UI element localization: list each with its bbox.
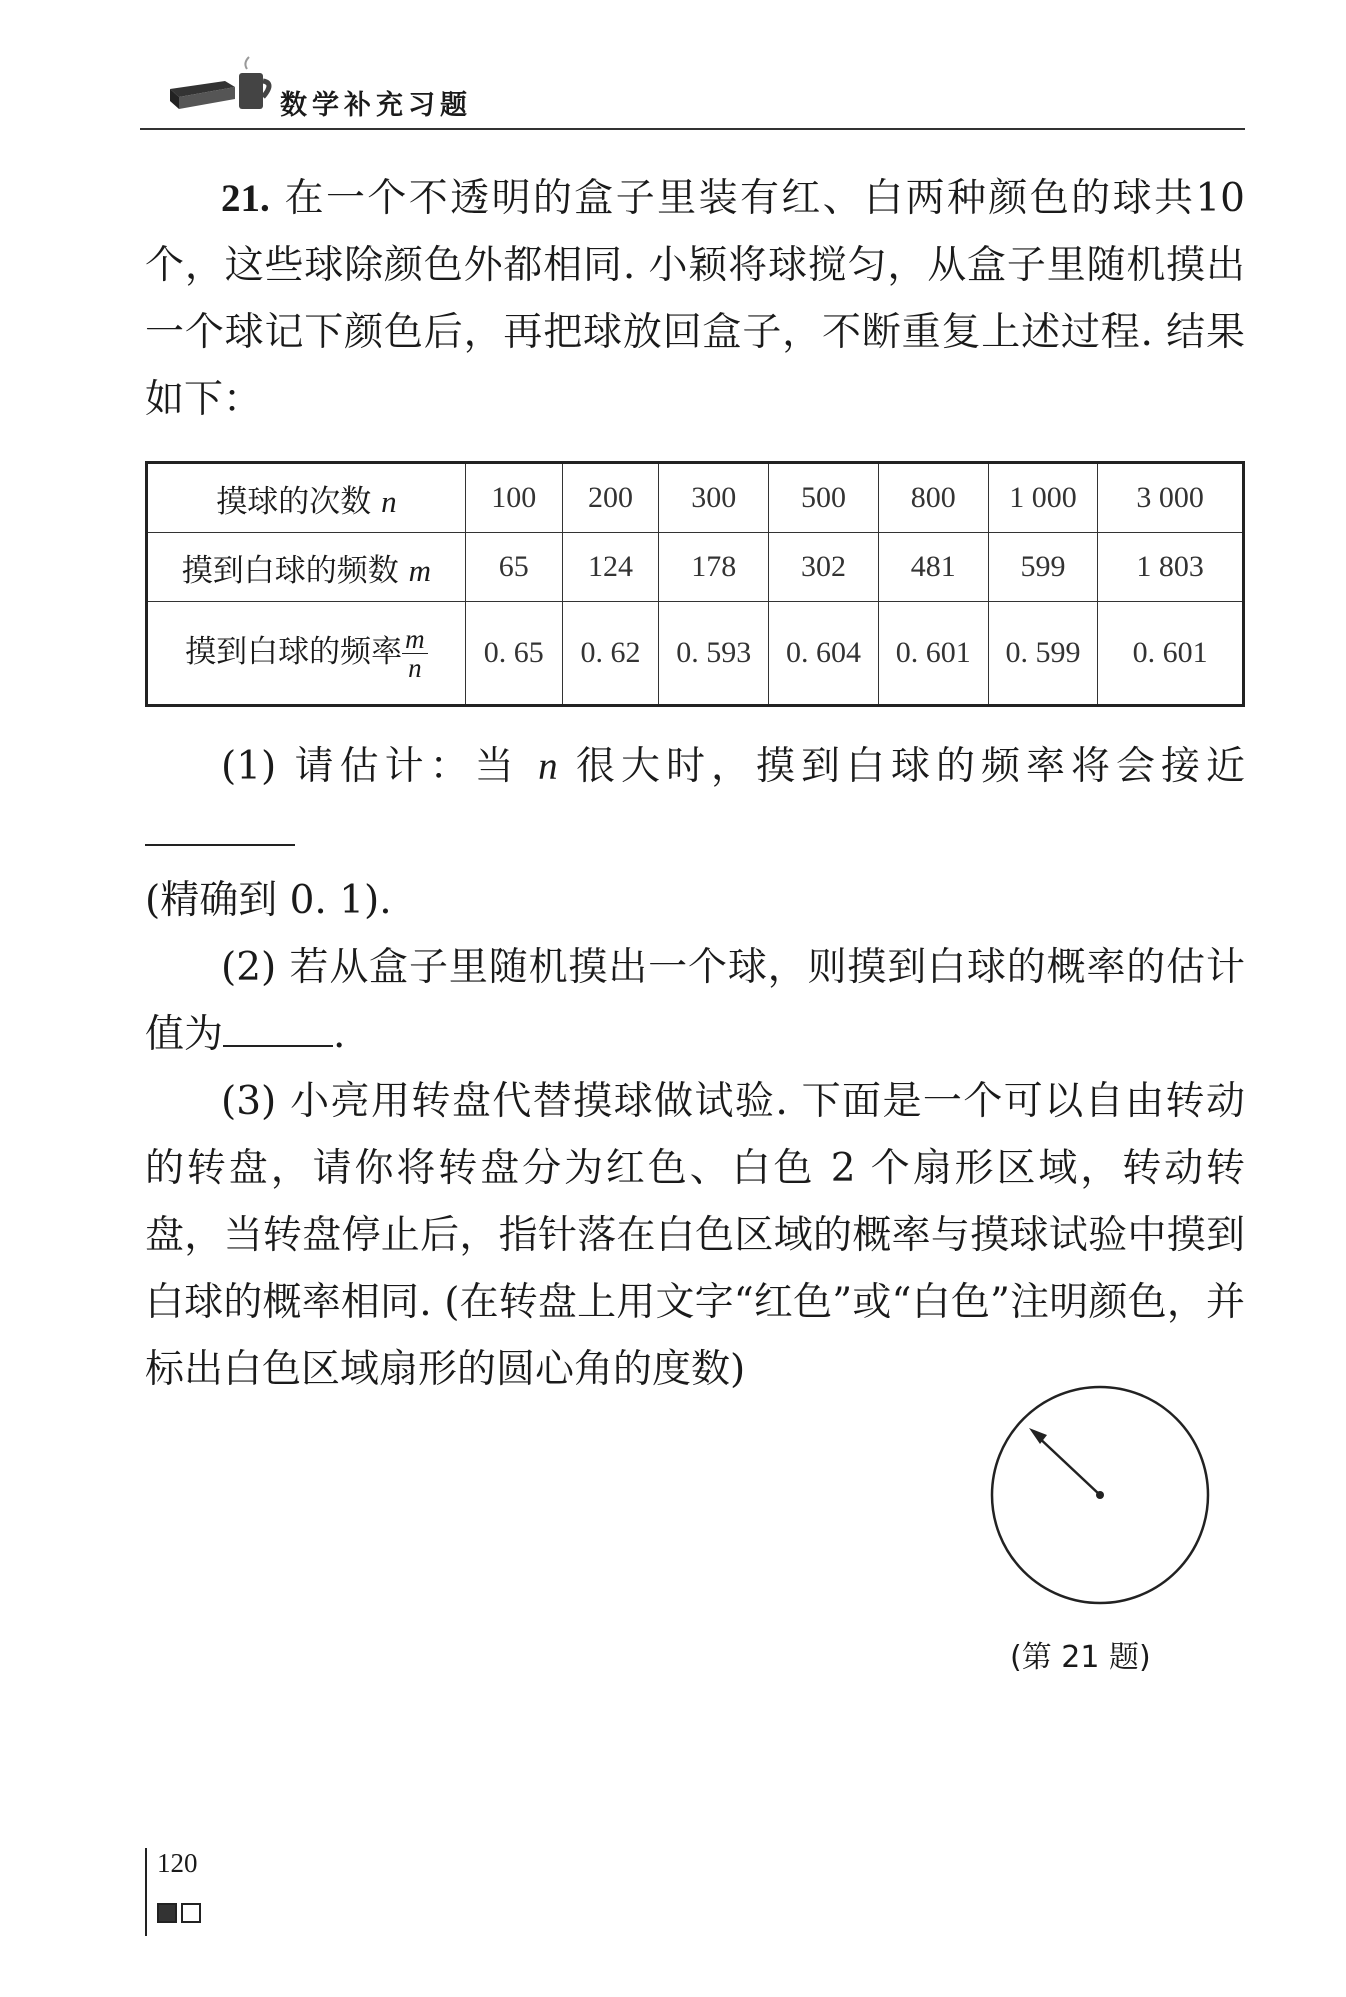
table-cell: 1 000 <box>988 463 1098 533</box>
spinner-pointer <box>1035 1434 1100 1495</box>
table-cell: 124 <box>562 533 659 602</box>
page-header <box>140 55 1245 130</box>
row-header-trials: 摸球的次数 n <box>147 463 466 533</box>
answer-blank-2[interactable] <box>223 1015 333 1047</box>
table-cell: 500 <box>769 463 879 533</box>
spinner-center <box>1096 1491 1104 1499</box>
filled-square-icon <box>157 1903 177 1923</box>
table-cell: 300 <box>659 463 769 533</box>
table-cell: 65 <box>465 533 562 602</box>
results-table <box>145 461 1245 707</box>
table-cell: 0. 604 <box>769 602 879 706</box>
table-cell: 800 <box>878 463 988 533</box>
table-row-rate <box>147 602 1244 706</box>
table-cell: 3 000 <box>1098 463 1244 533</box>
table-row-frequency <box>147 533 1244 602</box>
answer-blank-1[interactable] <box>145 814 295 846</box>
question-number: 21. <box>221 177 270 220</box>
spinner-figure <box>985 1380 1215 1610</box>
table-cell: 0. 593 <box>659 602 769 706</box>
header-rule <box>140 128 1245 130</box>
table-cell: 200 <box>562 463 659 533</box>
table-cell: 0. 599 <box>988 602 1098 706</box>
row-header-frequency: 摸到白球的频数 m <box>147 533 466 602</box>
table-cell: 481 <box>878 533 988 602</box>
table-cell: 178 <box>659 533 769 602</box>
row-header-rate: 摸到白球的频率 $\frac{m}{n}$ <box>147 602 466 706</box>
figure-caption: (第 21 题) <box>1010 1640 1151 1675</box>
question-21 <box>145 165 1245 1403</box>
part-1: (1) 请估计：当 n 很大时，摸到白球的频率将会接近 <box>145 733 1245 867</box>
book-title: 数学补充习题 <box>280 90 472 121</box>
table-row-trials <box>147 463 1244 533</box>
page-number: 120 <box>157 1848 198 1878</box>
part-3: (3) 小亮用转盘代替摸球做试验. 下面是一个可以自由转动的转盘，请你将转盘分为红色、白色 2 个扇形区域，转动转盘，当转盘停止后，指针落在白色区域的概率与摸球试验中摸到白球的概率相同. (在转盘上用文字“红色”或“白色”注明颜色，并标出白色区域扇形的圆心角的度数) <box>145 1079 1245 1392</box>
table-cell: 100 <box>465 463 562 533</box>
part-2: (2) 若从盒子里随机摸出一个球，则摸到白球的概率的估计值为 . <box>145 945 1245 1057</box>
table-cell: 1 803 <box>1098 533 1244 602</box>
table-cell: 302 <box>769 533 879 602</box>
question-intro-text: 在一个不透明的盒子里装有红、白两种颜色的球共10个，这些球除颜色外都相同. 小颖将球搅匀，从盒子里随机摸出一个球记下颜色后，再把球放回盒子，不断重复上述过程. 结果如下： <box>145 176 1245 422</box>
table-cell: 0. 65 <box>465 602 562 706</box>
empty-square-icon <box>181 1903 201 1923</box>
table-cell: 0. 601 <box>878 602 988 706</box>
part-1-tail: (精确到 0. 1). <box>145 878 392 923</box>
footer-bar <box>145 1848 147 1936</box>
book-and-mug-icon <box>165 55 285 115</box>
table-cell: 0. 62 <box>562 602 659 706</box>
table-cell: 0. 601 <box>1098 602 1244 706</box>
table-cell: 599 <box>988 533 1098 602</box>
question-intro <box>145 165 1245 433</box>
fraction-m-over-n: $\frac{m}{n}$ <box>402 625 428 682</box>
